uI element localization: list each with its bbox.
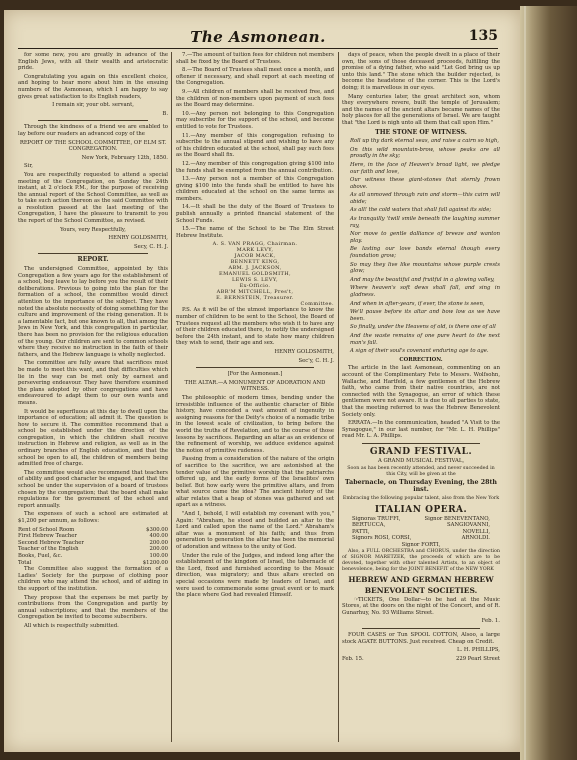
poem-line: And the waste remains of one pure heart to the next man's fall.	[350, 332, 500, 346]
committee-member: LEWIS S. LEVY,	[232, 277, 278, 284]
poem-line: We'll pause before its altar and bow low as we have been.	[350, 309, 500, 322]
venue: Tabernacle, on Thursday Evening, the 28th inst.	[345, 479, 497, 494]
ticket-date: Feb. 1.	[481, 618, 500, 625]
estimate-intro: The expenses of such a school are estimated at $1,200 per annum, as follows:	[18, 511, 168, 524]
committee-member: MARK LEVY,	[236, 247, 274, 254]
advertisement-text: FOUR CASES or Tun SPOOL COTTON, Alsoo, a large stock AGATE BUTTONS. Just received. Cheap on Credit.	[342, 632, 500, 645]
newspaper-page	[4, 10, 520, 752]
article-title: THE ALTAR.—A MONUMENT OF ADORATION AND WITNESS.	[184, 379, 326, 393]
estimate-row: Teacher of the English 200.00	[18, 546, 168, 553]
committee-member: EMANUEL GOLDSMITH,	[219, 271, 291, 278]
estimate-row: First Hebrew Teacher 400.00	[18, 533, 168, 540]
festival-description: Soon as has been recently attended, and never succeeded in this City, will be given at the	[347, 466, 495, 478]
performer-row: BERTUCCA, SANGIOVANNI,	[352, 522, 490, 529]
rule-item: 12.—Any member of this congregation giving $100 into the funds shall be exempted from the annual contribution.	[176, 160, 334, 174]
report-paragraph: The undersigned Committee, appointed by this Congregation a few years ago for the establishment of a school, beg leave to lay before you the result of their deliberations. Previous to going into the plan for the formation of a school, the committee would direct attention to the importance of the subject. They have noted the absolute necessity of doing something for the culture and improvement of the rising generation. It is a lamentable fact, but one known to all, that among the Jews in New York, and this congregation in particular, there has been no provision for the religious education of the young. Our children are sent to common schools where they receive no instruction in the faith of their fathers, and the Hebrew language is wholly neglected.	[18, 266, 168, 358]
rule-item: 15.—The name of the School to be The Elm Street Hebrew Institute.	[176, 226, 334, 239]
estimate-table	[18, 527, 168, 567]
performer-list	[342, 516, 500, 549]
performer-row: PATTI, NOVELLI,	[352, 528, 490, 535]
committee-member: ABR'M MITCHELL, Pres't,	[216, 289, 294, 296]
estimate-row: Second Hebrew Teacher 200.00	[18, 539, 168, 546]
advertiser-name: L. H. PHILLIPS,	[457, 647, 500, 654]
report-paragraph: The Committee also suggest the formation of a Ladies' Society for the purpose of clothing poor children who may attend the school, and of aiding in the support of the institution.	[18, 566, 168, 592]
report-title: REPORT OF THE SCHOOL COMMITTEE, OF ELM ST. CONGREGATION.	[19, 139, 167, 153]
poem-line: A sign of their soul's covenant enduring age to age.	[350, 348, 489, 355]
report-paragraph: It would be superfluous at this day to dwell upon the importance of education; all admit it. The question is how to secure it. The committee recommend that a school be established under the direction of the congregation, in which the children shall receive instruction in Hebrew and religion, as well as in the ordinary branches of English education, and that the school be open to all, the children of members being admitted free of charge.	[18, 408, 168, 468]
poem-line: On this wild mountain-brow, whose peaks are all proudly in the sky;	[350, 146, 500, 160]
letter-closing: I remain sir, your obt. servant,	[52, 102, 134, 109]
column-2	[176, 52, 334, 742]
letter-body: You are respectfully requested to attend a special meeting of the Congregation, on Sunday the 24th instant, at 2 o'clock P.M., for the purpose of receiving the annual report of the School Committee, as well as to take such action thereon as the said Committee with a resolution passed at the last meeting of the Congregation, I have the pleasure to transmit to you the report of the School Committee, as revised.	[18, 171, 168, 225]
opera-title: ITALIAN OPERA.	[374, 504, 468, 515]
article-paragraph: days of peace, when the people dwelt in a place of their own, the sons of those deceased proceeds, fulfilling the promise of a dying father, who said "Let God bring us up unto this land." The stone which the builder rejected, is become the headstone of the corner. This is the Lord's doing; it is marvellous in our eyes.	[342, 52, 500, 91]
errata-text: ERRATA.—In the communication, headed "A Visit to the Synagogue," in our last number, for "Mr. L. H. Phillips" read Mr. L. A. Phillips.	[342, 420, 500, 440]
poem-line: And when in after-years, if ever, the stone is seen,	[350, 300, 485, 307]
column-rule	[171, 52, 172, 742]
poem	[342, 138, 500, 355]
article-paragraph: "And I, behold, I will establish my covenant with you," Again: "Abraham, he stood and builded an altar to the Lord and called upon the name of the Lord." Abraham's altar was a monument of his faith; and thus from generation to generation the altar has been the memorial of adoration and witness to the unity of God.	[176, 511, 334, 551]
rule-item: 8.—The Board of Trustees shall meet once a month, and oftener if necessary, and shall report at each meeting of the Congregation.	[176, 67, 334, 87]
notice-text: Through the kindness of a friend we are enabled to lay before our readers an advanced copy of the	[18, 124, 168, 137]
committee-member: ABM. J. JACKSON,	[228, 265, 282, 272]
festival-subtitle: A GRAND MUSICAL FESTIVAL,	[377, 457, 465, 464]
report-paragraph: The committee are fully aware that sacrifices must be made to meet this want, and that difficulties which lie in the way can be met only by earnest and persevering endeavour. They have therefore examined the plans adopted by other congregations and have endeavoured to adapt them to our own wants and means.	[18, 360, 168, 406]
dateline: New York, February 12th, 1850.	[81, 154, 168, 161]
ps-signer-title: Sec'y, C. H. J.	[298, 357, 334, 364]
masthead-title: The Asmonean.	[190, 28, 326, 46]
society-title: HEBREW AND GERMAN HEBREW	[348, 574, 494, 584]
ps-signer: HENRY GOLDSMITH,	[274, 349, 334, 355]
rule-item: 14.—It shall be the duty of the Board of Trustees to publish annually a printed financial statement of the School Funds.	[176, 204, 334, 224]
poem-line: Be lasting our love bands eternal though every foundation grow;	[350, 246, 500, 260]
rule-item: 10.—Any person not belonging to this Congregation may subscribe for the support of the school, and become entitled to vote for Trustees.	[176, 110, 334, 130]
poem-line: So finally, under the Heavens of old, is there one of all	[350, 324, 496, 331]
festival-title: GRAND FESTIVAL.	[369, 446, 473, 457]
divider	[362, 443, 480, 444]
poem-line: Here, in the face of Heaven's broad light, we pledge our faith and love,	[350, 161, 500, 175]
poem-title: THE STONE OF WITNESS.	[375, 128, 467, 136]
book-binding	[520, 6, 577, 760]
performer-row: Signors ROSI, CORSI, ARNOLDI.	[352, 535, 490, 542]
poem-line: Roll up thy dark eternal seas, and raise a cairn so high,	[350, 138, 499, 145]
page-number: 135	[468, 28, 498, 44]
committee-member: BENNETT KING,	[230, 259, 280, 266]
rule-item: 13.—Any person not a member of this Congregation giving $100 into the funds shall be entitled to have his children educated at the school on the same terms as members.	[176, 176, 334, 202]
committee-member: E. BERNSTEIN, Treasurer.	[216, 295, 294, 302]
orchestra-description: Also, a FULL ORCHESTRA and CHORUS, under the direction of SIGNOR MARETZEK, the proceeds of which are to be devoted, together with other talented Artists, to an object of benevolence, being for the JOINT BENEFIT of the NEW YORK	[342, 548, 500, 572]
rule-item: 7.—The amount of tuition fees for children not members shall be fixed by the Board of Trustees.	[176, 52, 334, 65]
poem-line: Nor move to gentle dalliance of breeze and wanton play.	[350, 231, 500, 244]
committee-list	[176, 241, 334, 307]
column-rule	[338, 52, 339, 742]
section-credit: [For the Asmonean.]	[227, 371, 283, 378]
divider	[362, 628, 480, 629]
report-paragraph: They propose that the expenses be met partly by contributions from the Congregation and partly by annual subscriptions; and that the members of the Congregation be invited to become subscribers.	[18, 594, 168, 621]
poem-line: Our witness these giant-stones that sternly frown above.	[350, 177, 500, 190]
divider	[38, 253, 148, 254]
divider	[196, 367, 314, 368]
letter-paragraph: for some new, you are greatly in advance of the English Jews, with all their wealth and aristocratic pride.	[18, 52, 168, 72]
salutation: Sir,	[24, 163, 33, 170]
estimate-row: Rent of School Room $300.00	[18, 526, 168, 533]
rule-item: 9.—All children of members shall be received free, and the children of non-members upon payment of such fees as the Board may determine.	[176, 88, 334, 109]
poem-line: So may they live like mountains whose purple crests glow;	[350, 261, 500, 275]
signoff: Yours, very Respectfully,	[60, 226, 126, 233]
letter-paragraph: Congratulating you again on this excellent choice, and hoping to hear more about him in the ensuing numbers of the Asmonean, which I am happy to say gives great satisfaction to its English readers,	[18, 73, 168, 100]
poem-line: As all! the cold waters that shall fall against its side;	[350, 207, 492, 214]
ticket-info: ☞TICKETS, One Dollar—to be had at the Music Stores, at the doors on the night of the Concert, and of R. Gunarhuy, No. 93 Williams Street.	[342, 596, 500, 616]
estimate-row: Books, Fuel, &c. 100.00	[18, 552, 168, 559]
article-paragraph: The philosophic of modern times, bending under the irresistible influence of the authentic character of Bible history, have conceded a vast amount of ingenuity in assigning reasons for the Deity's choice of a nomadic tribe in the lowest scale of civilization, to bring before the world the truths of Revelation, and to the course of those lessons by sacrifices. Regarding an altar as an evidence of the refinement of worship, we adduce evidence against the notion of primitive rudeness.	[176, 394, 334, 454]
report-paragraph: The committee would also recommend that teachers of ability and good character be engaged, and that the school be under the supervision of a board of trustees chosen by the congregation; that the board shall make regulations for the government of the school and report annually.	[18, 469, 168, 509]
report-paragraph: All which is respectfully submitted.	[24, 622, 119, 629]
poem-line: And may the beautiful and fruitful in a glowing valley,	[350, 276, 495, 283]
society-subtitle: BENEVOLENT SOCIETIES.	[364, 585, 478, 595]
article-paragraph: Passing from a consideration of the nature of the origin of sacrifice to the sacrifice, we are astonished at the tender value of the primitive worship that the patriarchs offered up, and the early forms of the Israelites' own belief. But how early were the primitive altars, and from what source came the idea? The ancient history of the altar relates that a heap of stones was gathered and set apart as a witness.	[176, 456, 334, 509]
estimate-total: Total $1200.00	[18, 559, 168, 566]
venue-description: Embracing the following popular talent, also from the New York	[342, 495, 500, 501]
article-paragraph: Many centuries later, the great architect son, whom they everywhere revere, built the temple of Jerusalem; and the names of the ancient altars became names of the holy places for all the generations of Israel. We are taught that "the Lord is nigh unto all them that call upon Him."	[342, 93, 500, 126]
advertiser-footer: Feb. 15. 229 Pearl Street	[342, 655, 500, 662]
poem-line: As all unmoved through rain and storm—this cairn will abide;	[350, 192, 500, 205]
ps-note: P.S. As it will be of the utmost importance to know the number of children to be sent to the School, the Board of Trustees request all the members who wish it to have any of their children educated there, to notify the undersigned before the 24th instant, and to state how many children they wish to send, their age and sex.	[176, 307, 334, 347]
pointing-hand-icon: ☞	[354, 596, 359, 603]
poem-line: Where heaven's soft dews shall fall, and sing in gladness.	[350, 285, 500, 298]
committee-member: JACOB MACK,	[234, 253, 276, 260]
correction-heading: CORRECTION.	[399, 356, 443, 363]
committee-member: Ex-Officio.	[239, 283, 271, 290]
rule-item: 11.—Any member of this congregation refusing to subscribe to the annual stipend and wishing to have any of his children educated at the school, shall pay such fees as the Board shall fix.	[176, 132, 334, 159]
signer-title: Secy, C. H. J.	[134, 243, 168, 250]
article-paragraph: Under the rule of the Judges, and indeed long after the establishment of the kingdom of Israel, the tabernacle of the Lord, fixed and furnished according to the Mosaic direction, was migratory; and thus altars erected on special occasions were made by leaders of Israel, and were used to commemorate some great event or to mark the place where God had revealed Himself.	[176, 552, 334, 599]
committee-label: Committee.	[300, 301, 334, 308]
page-header	[18, 28, 498, 49]
letter-initials: B.	[162, 110, 168, 117]
performer-row: Signoras TRUFFI, Signor BENEVENTANO,	[352, 515, 490, 522]
performer-note: Signor FORTI,	[401, 542, 441, 549]
column-3	[342, 52, 500, 742]
report-heading: REPORT.	[77, 256, 109, 264]
committee-member: A. S. VAN PRAGG, Chairman.	[212, 241, 298, 248]
signer-name: HENRY GOLDSMITH,	[108, 235, 168, 242]
divider	[38, 120, 148, 121]
correction-text: The article in the last Asmonean, commenting on an account of the Complimentary Fete to Messrs. Wolfsohn, Wallache, and Hartfeld, a few gentlemen of the Hebrew faith, who came from their native countries, are not connected with the Synagogue, an error of which these gentlemen were not aware. It is due to all parties to state, that the meeting referred to was the Hebrew Benevolent Society only.	[342, 365, 500, 418]
column-1	[18, 52, 168, 742]
poem-line: As tranquilly 'twill smile beneath the laughing summer ray,	[350, 216, 500, 229]
